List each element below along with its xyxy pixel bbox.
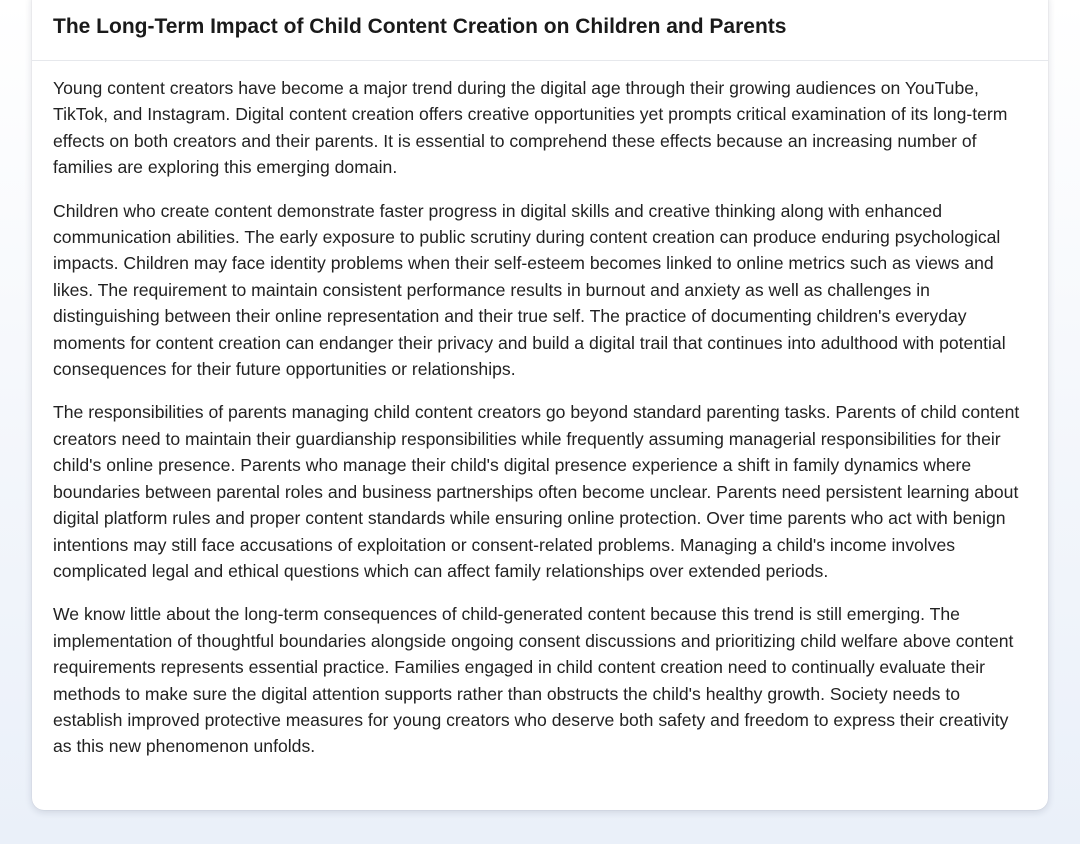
article-body [32,61,1048,760]
article-paragraph-2: Children who create content demonstrate faster progress in digital skills and creative thinking along with enhanced communication abilities. The early exposure to public scrutiny during content creation can produce enduring psychological impacts. Children may face identity problems when their self-esteem becomes linked to online metrics such as views and likes. The requirement to maintain consistent performance results in burnout and anxiety as well as challenges in distinguishing between their online representation and their true self. The practice of documenting children's everyday moments for content creation can endanger their privacy and build a digital trail that continues into adulthood with potential consequences for their future opportunities or relationships. [53,200,1006,380]
article-paragraph-1: Young content creators have become a major trend during the digital age through their growing audiences on YouTube, TikTok, and Instagram. Digital content creation offers creative opportunities yet prompts critical examination of its long-term effects on both creators and their parents. It is essential to comprehend these effects because an increasing number of families are exploring this emerging domain. [53,78,1008,178]
article-card [32,0,1048,810]
article-paragraph-4: We know little about the long-term consequences of child-generated content because this trend is still emerging. The implementation of thoughtful boundaries alongside ongoing consent discussions and prioritizing child welfare above content requirements represents essential practice. Families engaged in child content creation need to continually evaluate their methods to make sure the digital attention supports rather than obstructs the child's healthy growth. Society needs to establish improved protective measures for young creators who deserve both safety and freedom to express their creativity as this new phenomenon unfolds. [53,604,1014,757]
article-paragraph-3: The responsibilities of parents managing child content creators go beyond standard parenting tasks. Parents of child content creators need to maintain their guardianship responsibilities while frequently assuming managerial responsibilities for their child's online presence. Parents who manage their child's digital presence experience a shift in family dynamics where boundaries between parental roles and business partnerships often become unclear. Parents need persistent learning about digital platform rules and proper content standards while ensuring online protection. Over time parents who act with benign intentions may still face accusations of exploitation or consent-related problems. Managing a child's income involves complicated legal and ethical questions which can affect family relationships over extended periods. [53,402,1020,581]
article-title: The Long-Term Impact of Child Content Creation on Children and Parents [53,15,787,38]
article-header [32,0,1048,61]
